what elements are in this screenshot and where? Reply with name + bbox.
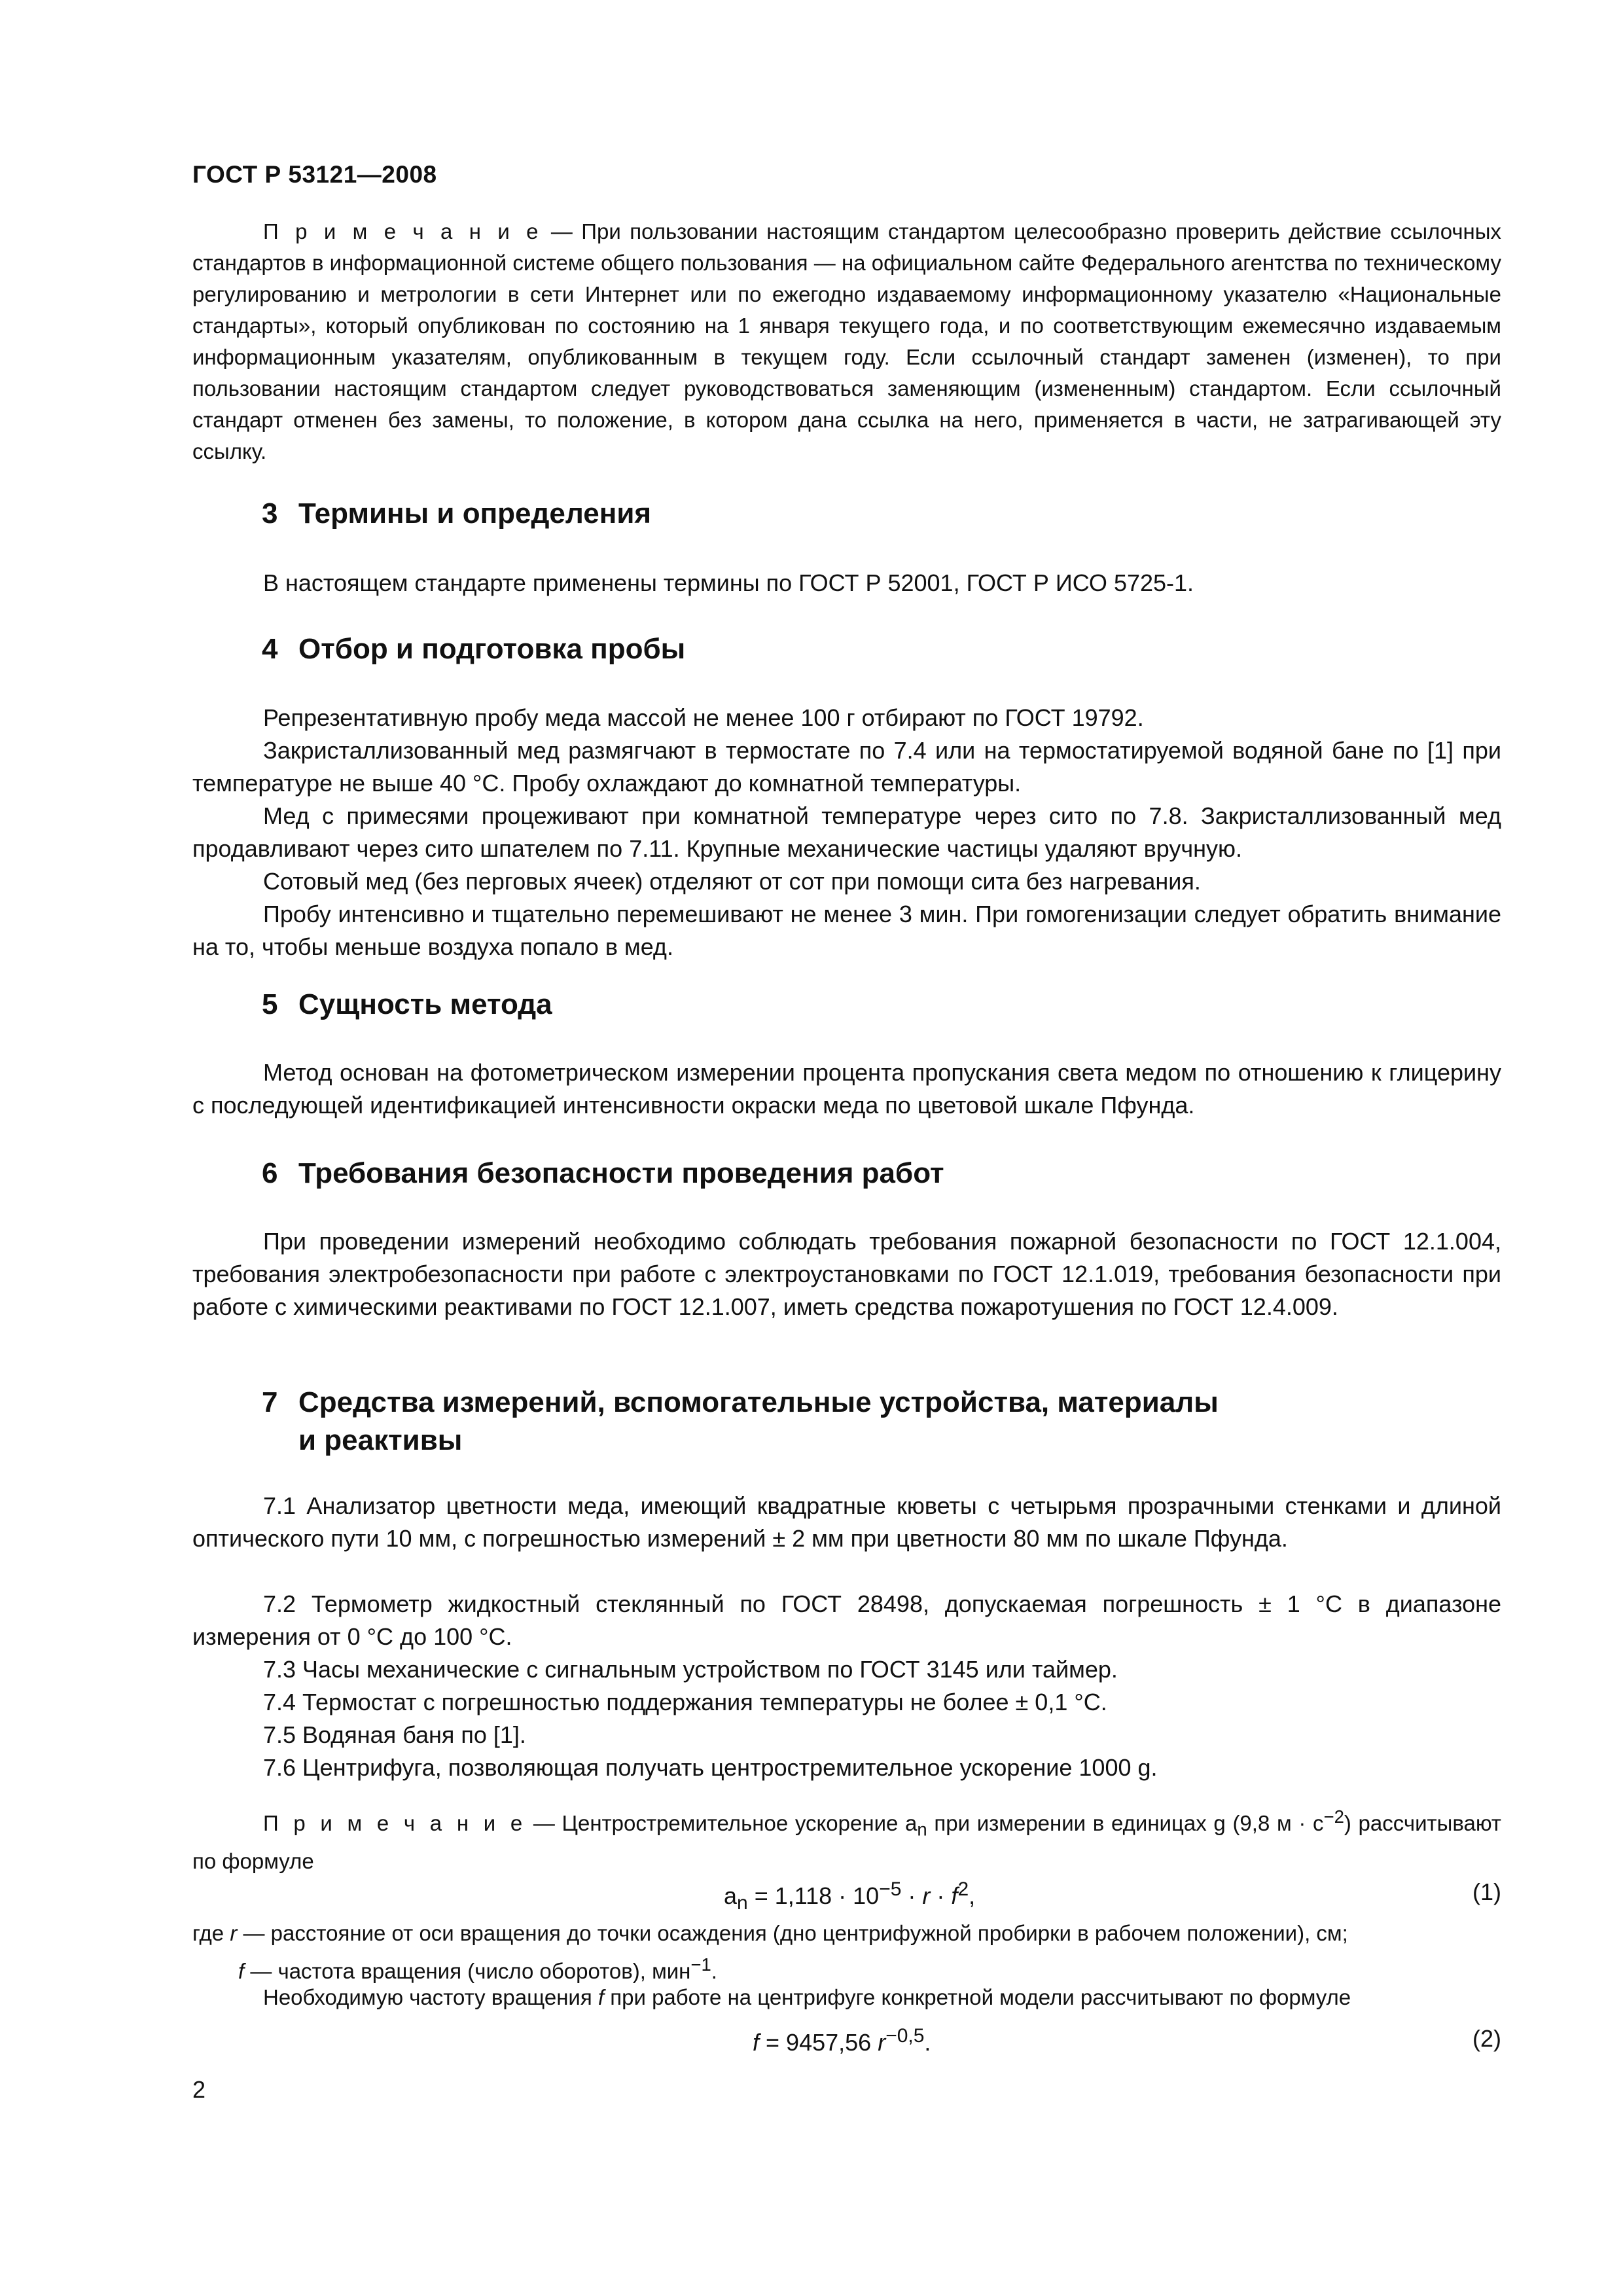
note-text: при работе на центрифуге конкретной модели рассчитывают по формуле <box>604 1985 1351 2009</box>
section-title-continued: и реактивы <box>298 1424 463 1456</box>
note-references <box>192 216 1501 467</box>
where-text: — частота вращения (число оборотов), мин <box>244 1959 691 1983</box>
superscript: −5 <box>879 1878 902 1900</box>
frequency-note <box>192 1982 1501 2013</box>
section-7-heading <box>262 1384 1219 1460</box>
list-item: 7.6 Центрифуга, позволяющая получать центростремительное ускорение 1000 g. <box>263 1754 1158 1781</box>
section-4-paragraph: Мед с примесями процеживают при комнатной температуре через сито по 7.8. Закристаллизованный мед продавливают через сито шпателем по 7.11. Крупные механические частицы удаляют вручную. <box>192 802 1501 862</box>
formula-symbol: r <box>878 2029 886 2056</box>
section-title: Отбор и подготовка пробы <box>298 633 686 665</box>
superscript: −2 <box>1323 1806 1344 1827</box>
formula-text: = 1,118 · 10 <box>747 1882 880 1909</box>
list-item: 7.5 Водяная баня по [1]. <box>263 1721 526 1748</box>
page-number: 2 <box>192 2076 206 2103</box>
where-text: — расстояние от оси вращения до точки осаждения (дно центрифужной пробирки в рабочем положении), см; <box>237 1921 1348 1945</box>
note-label: П р и м е ч а н и е <box>263 1811 527 1835</box>
section-4-paragraph: Пробу интенсивно и тщательно перемешивают не менее 3 мин. При гомогенизации следует обратить внимание на то, чтобы меньше воздуха попало в мед. <box>192 901 1501 960</box>
superscript: −1 <box>690 1954 711 1975</box>
list-item: 7.1 Анализатор цветности меда, имеющий квадратные кюветы с четырьмя прозрачными стенками и длиной оптического пути 10 мм, с погрешностью измерений ± 2 мм при цветности 80 мм по шкале Пфунда. <box>192 1492 1501 1552</box>
section-5-text: Метод основан на фотометрическом измерении процента пропускания света медом по отношению к глицерину с последующей идентификацией интенсивности окраски меда по цветовой шкале Пфунда. <box>192 1059 1501 1119</box>
formula-symbol: f <box>951 1882 958 1909</box>
section-3-heading <box>262 495 651 533</box>
where-text: . <box>711 1959 717 1983</box>
section-title: Термины и определения <box>298 497 652 529</box>
subscript: n <box>917 1819 927 1840</box>
section-number: 3 <box>262 497 278 529</box>
formula-symbol: r <box>230 1921 238 1945</box>
formula-symbol: a <box>724 1882 738 1909</box>
section-5-heading <box>262 986 552 1024</box>
where-prefix: где <box>192 1921 230 1945</box>
list-item: 7.4 Термостат с погрешностью поддержания температуры не более ± 0,1 °С. <box>263 1689 1107 1715</box>
formula-2 <box>753 2020 931 2059</box>
formula-1 <box>724 1873 975 1920</box>
note-text: при измерении в единицах g (9,8 м · с <box>927 1811 1324 1835</box>
note-text: — При пользовании настоящим стандартом целесообразно проверить действие ссылочных стандартов в информационной системе общего пользования — на официальном сайте Федерального агентства по техническому регулированию и метрологии в сети Интернет или по ежегодно издаваемому информационному указателю «Национальные стандарты», который опубликован по состоянию на 1 января текущего года, и по соответствующим ежемесячно издаваемым информационным указателям, опубликованным в текущем году. Если ссылочный стандарт заменен (изменен), то при пользовании настоящим стандартом следует руководствоваться заменяющим (измененным) стандартом. Если ссылочный стандарт отменен без замены, то положение, в котором дана ссылка на него, применяется в части, не затрагивающей эту ссылку. <box>192 219 1501 463</box>
equation-number: (1) <box>1472 1878 1501 1905</box>
subscript: n <box>737 1892 748 1914</box>
section-4-paragraph: Закристаллизованный мед размягчают в термостате по 7.4 или на термостатируемой водяной бане по [1] при температуре не выше 40 °С. Пробу охлаждают до комнатной температуры. <box>192 737 1501 797</box>
section-4-paragraph: Сотовый мед (без перговых ячеек) отделяют от сот при помощи сита без нагревания. <box>263 868 1201 895</box>
section-4-heading <box>262 630 685 668</box>
list-item: 7.2 Термометр жидкостный стеклянный по ГОСТ 28498, допускаемая погрешность ± 1 °С в диапазоне измерения от 0 °С до 100 °С. <box>192 1590 1501 1650</box>
section-number: 7 <box>262 1386 278 1418</box>
formula-symbol: r <box>922 1882 931 1909</box>
formula-text: , <box>969 1882 976 1909</box>
section-title: Средства измерений, вспомогательные устройства, материалы <box>298 1386 1219 1418</box>
formula-symbol: f <box>753 2029 760 2056</box>
note-text: — Центростремительное ускорение a <box>526 1811 918 1835</box>
note-text: Необходимую частоту вращения <box>263 1985 598 2009</box>
section-6-heading <box>262 1155 944 1193</box>
superscript: 2 <box>957 1878 969 1900</box>
note-label: П р и м е ч а н и е <box>263 219 543 243</box>
formula-text: · <box>901 1882 923 1909</box>
note-centrifuge <box>192 1801 1501 1877</box>
equation-number: (2) <box>1472 2025 1501 2052</box>
list-item: 7.3 Часы механические с сигнальным устройством по ГОСТ 3145 или таймер. <box>263 1656 1118 1683</box>
section-3-text: В настоящем стандарте применены термины по ГОСТ Р 52001, ГОСТ Р ИСО 5725-1. <box>263 569 1194 596</box>
section-number: 4 <box>262 633 278 665</box>
section-title: Сущность метода <box>298 988 552 1020</box>
formula-text: = 9457,56 <box>759 2029 878 2056</box>
superscript: −0,5 <box>885 2025 925 2047</box>
section-number: 6 <box>262 1157 278 1189</box>
note-text: ) рассчитывают по формуле <box>192 1811 1501 1873</box>
section-4-paragraph: Репрезентативную пробу меда массой не менее 100 г отбирают по ГОСТ 19792. <box>263 704 1144 731</box>
document-header: ГОСТ Р 53121—2008 <box>192 161 437 188</box>
section-number: 5 <box>262 988 278 1020</box>
section-6-text: При проведении измерений необходимо соблюдать требования пожарной безопасности по ГОСТ 12.1.004, требования электробезопасности при работе с электроустановками по ГОСТ 12.1.019, требования безопасности при работе с химическими реактивами по ГОСТ 12.1.007, иметь средства пожаротушения по ГОСТ 12.4.009. <box>192 1228 1501 1320</box>
formula-symbol: f <box>597 1985 605 2009</box>
formula-text: . <box>924 2029 931 2056</box>
formula-symbol: f <box>238 1959 245 1983</box>
where-r <box>192 1918 1501 1949</box>
formula-text: · <box>930 1882 952 1909</box>
section-title: Требования безопасности проведения работ <box>298 1157 944 1189</box>
